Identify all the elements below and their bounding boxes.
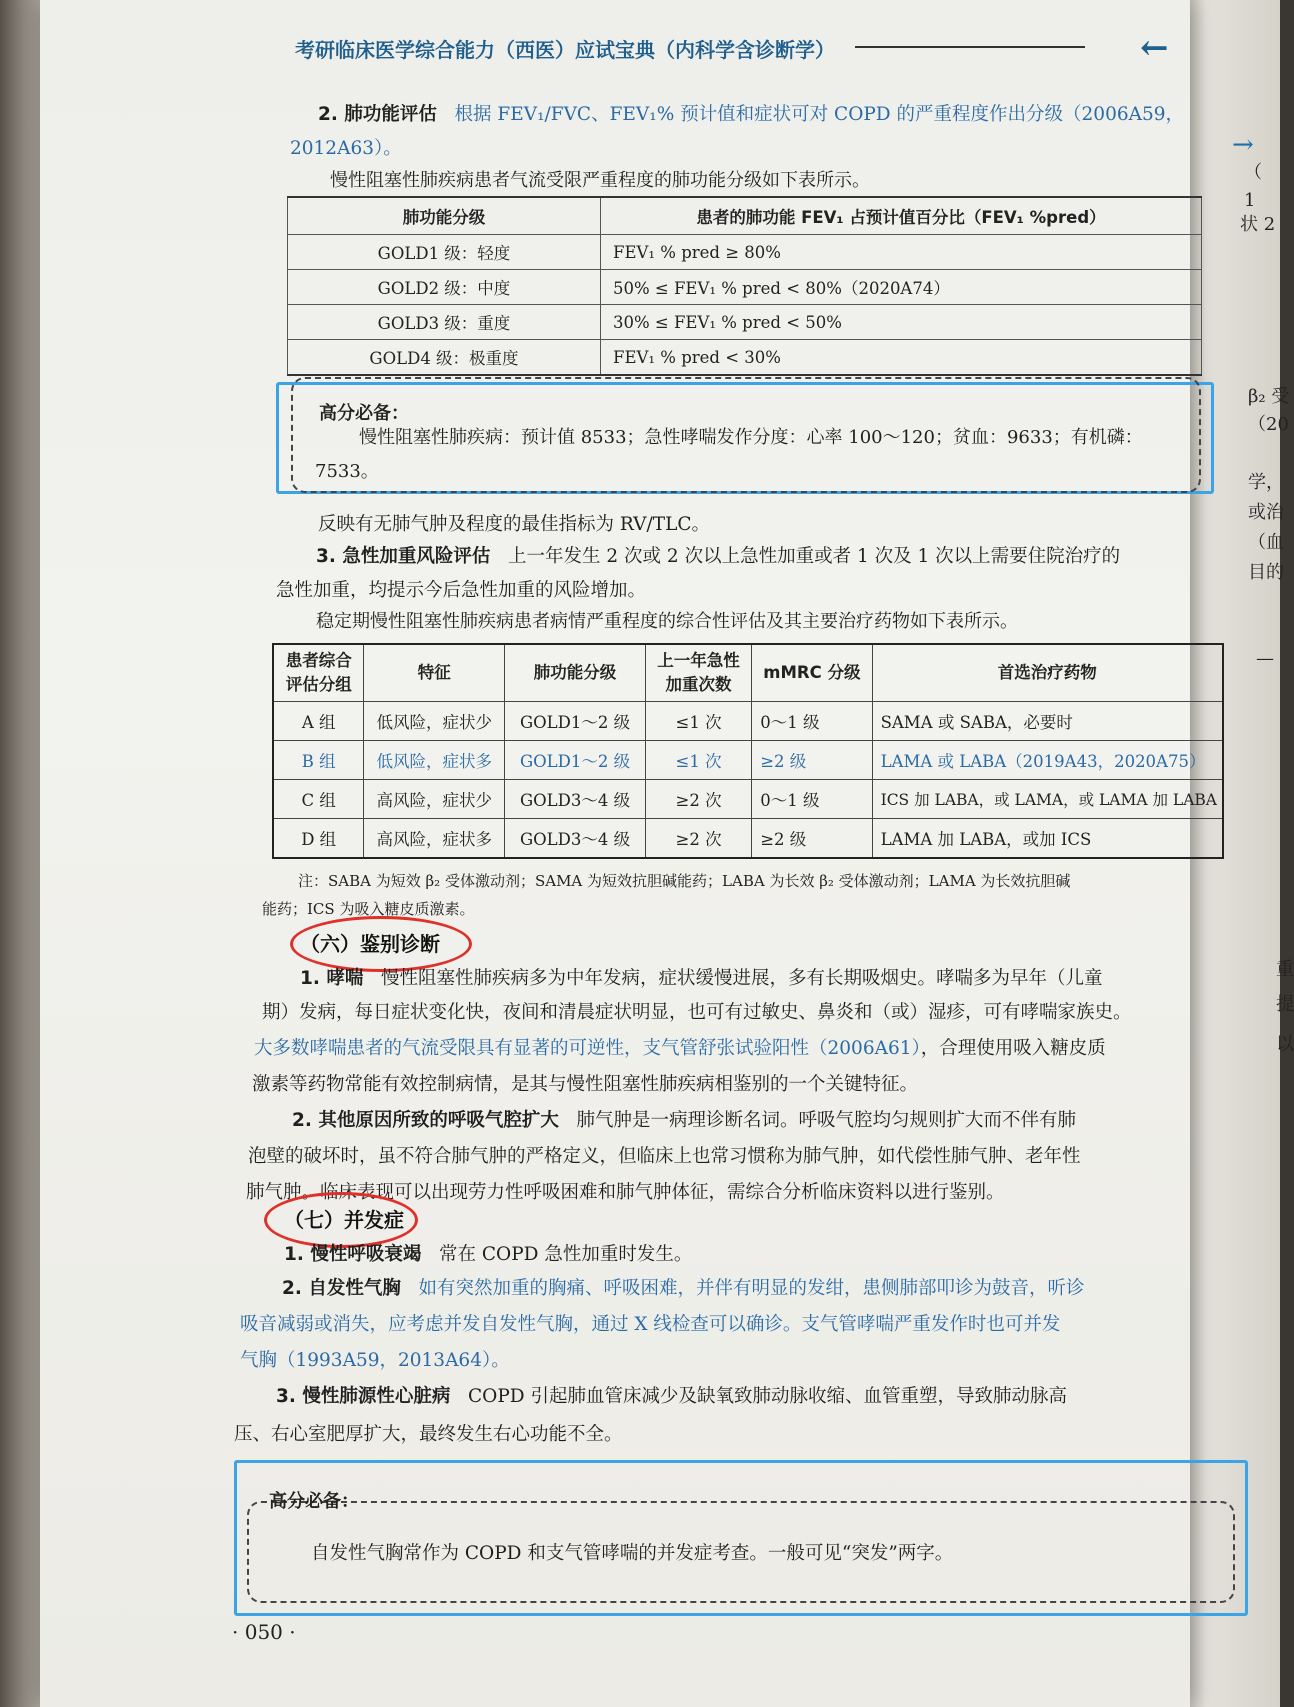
section-3-line2: 急性加重，均提示今后急性加重的风险增加。: [276, 580, 647, 601]
sec6-p2-heading: 2. 其他原因所致的呼吸气腔扩大: [292, 1110, 559, 1131]
table-header: 肺功能分级: [505, 644, 646, 702]
table-cell: FEV₁ % pred ≥ 80%: [601, 235, 1202, 270]
sec6-p1-heading: 1. 哮喘: [300, 968, 364, 989]
table-header: 首选治疗药物: [872, 644, 1223, 702]
key-point-text: 自发性气胸常作为 COPD 和支气管哮喘的并发症考查。一般可见“突发”两字。: [311, 1543, 954, 1564]
sec7-p2-line2: 吸音减弱或消失，应考虑并发自发性气胸，通过 X 线检查可以确诊。支气管哮喘严重发作时也可并发: [240, 1314, 1061, 1335]
table-note-line2: 能药；ICS 为吸入糖皮质激素。: [262, 900, 475, 918]
page-number: · 050 ·: [232, 1620, 296, 1644]
section-3-text: 上一年发生 2 次或 2 次以上急性加重或者 1 次及 1 次以上需要住院治疗的: [508, 546, 1121, 567]
table-cell: 0～1 级: [752, 780, 872, 819]
table-row: [273, 780, 1223, 819]
edge-text: 提: [1276, 994, 1294, 1015]
edge-text: （20: [1248, 414, 1289, 435]
sec6-p2-line2: 泡壁的破坏时，虽不符合肺气肿的严格定义，但临床上也常习惯称为肺气肿，如代偿性肺气肿、老年性: [248, 1146, 1081, 1167]
table-cell: 50% ≤ FEV₁ % pred < 80%（2020A74）: [601, 270, 1202, 305]
assess-table-caption: 稳定期慢性阻塞性肺疾病患者病情严重程度的综合性评估及其主要治疗药物如下表所示。: [316, 611, 1018, 632]
table-header: mMRC 分级: [752, 644, 872, 702]
edge-text: 重: [1276, 959, 1294, 980]
sec7-p2-heading: 2. 自发性气胸: [282, 1278, 401, 1299]
table-cell: GOLD3～4 级: [505, 780, 646, 819]
key-point-text-2: 7533。: [315, 461, 379, 482]
sec7-p1-heading: 1. 慢性呼吸衰竭: [284, 1244, 422, 1265]
table-cell: GOLD1～2 级: [505, 702, 646, 741]
sec6-p2-text: 肺气肿是一病理诊断名词。呼吸气腔均匀规则扩大而不伴有肺: [576, 1110, 1077, 1131]
gold-table-caption: 慢性阻塞性肺疾病患者气流受限严重程度的肺功能分级如下表所示。: [330, 170, 870, 191]
sec7-p3-text: COPD 引起肺血管床减少及缺氧致肺动脉收缩、血管重塑，导致肺动脉高: [468, 1386, 1067, 1407]
table-cell: GOLD3～4 级: [505, 819, 646, 859]
section-2-text: 根据 FEV₁/FVC、FEV₁% 预计值和症状可对 COPD 的严重程度作出分级（2006A59，: [454, 104, 1185, 125]
gold-table: [287, 196, 1202, 376]
table-cell: 高风险，症状多: [364, 819, 505, 859]
next-page-edge: [1200, 20, 1294, 1707]
table-cell: ≤1 次: [645, 741, 751, 780]
table-row: [273, 819, 1223, 859]
back-arrow-icon: ←: [1140, 28, 1169, 68]
sec7-p3-heading: 3. 慢性肺源性心脏病: [276, 1386, 451, 1407]
table-cell: GOLD3 级：重度: [288, 305, 601, 340]
key-point-text-1: 慢性阻塞性肺疾病：预计值 8533；急性哮喘发作分度：心率 100～120；贫血：9633；有机磷：: [359, 427, 1143, 448]
key-point-box-1: [276, 382, 1214, 494]
table-cell: FEV₁ % pred < 30%: [601, 340, 1202, 376]
table-cell: 0～1 级: [752, 702, 872, 741]
table-cell: 30% ≤ FEV₁ % pred < 50%: [601, 305, 1202, 340]
table-cell: ICS 加 LABA，或 LAMA，或 LAMA 加 LABA: [872, 780, 1223, 819]
edge-text: 以: [1276, 1034, 1294, 1055]
table-note-line1: 注：SABA 为短效 β₂ 受体激动剂；SAMA 为短效抗胆碱能药；LABA 为长效 β₂ 受体激动剂；LAMA 为长效抗胆碱: [298, 872, 1071, 890]
rvtlc-paragraph: 反映有无肺气肿及程度的最佳指标为 RV/TLC。: [318, 514, 711, 535]
sec7-p2-line1: [282, 1272, 1085, 1306]
table-cell: ≤1 次: [645, 702, 751, 741]
table-cell: 低风险，症状少: [364, 702, 505, 741]
table-cell: D 组: [273, 819, 364, 859]
section-2-heading: 2. 肺功能评估: [318, 104, 437, 125]
table-cell: ≥2 次: [645, 819, 751, 859]
table-cell: GOLD4 级：极重度: [288, 340, 601, 376]
sec7-p1: [284, 1238, 692, 1272]
right-arrow-icon: →: [1232, 130, 1254, 160]
table-cell: ≥2 次: [645, 780, 751, 819]
sec7-p1-text: 常在 COPD 急性加重时发生。: [439, 1244, 693, 1265]
edge-text: 或治: [1248, 502, 1284, 523]
table-row: [288, 270, 1202, 305]
table-row: [288, 305, 1202, 340]
edge-text: 学，: [1248, 472, 1284, 493]
table-cell: GOLD1 级：轻度: [288, 235, 601, 270]
table-row: [288, 235, 1202, 270]
running-header-title: 考研临床医学综合能力（西医）应试宝典（内科学含诊断学）: [295, 38, 835, 62]
key-point-box-2: [234, 1460, 1248, 1616]
table-header: 患者综合评估分组: [273, 644, 364, 702]
sec6-p1-line1: [300, 962, 1103, 996]
edge-text: —: [1256, 648, 1274, 669]
table-cell: LAMA 或 LABA（2019A43，2020A75）: [872, 741, 1223, 780]
edge-text: （: [1244, 162, 1262, 183]
running-header: [295, 28, 1155, 68]
header-rule: [855, 46, 1085, 48]
edge-text: β₂ 受: [1248, 386, 1290, 407]
sec6-p2-line1: [292, 1104, 1076, 1138]
table-cell: 高风险，症状少: [364, 780, 505, 819]
table-header-row: [288, 197, 1202, 235]
key-point-title: 高分必备：: [319, 403, 409, 424]
section-3-heading: 3. 急性加重风险评估: [316, 546, 491, 567]
sec6-p1-rest: ，合理使用吸入糖皮质: [920, 1038, 1106, 1059]
table-cell: GOLD1～2 级: [505, 741, 646, 780]
edge-text: 1: [1244, 190, 1256, 211]
sec7-p3-line2: 压、右心室肥厚扩大，最终发生右心功能不全。: [234, 1424, 623, 1445]
sec6-p1-line3: [254, 1032, 1106, 1066]
edge-text: 目的: [1248, 562, 1284, 583]
sec6-p1-line4: 激素等药物常能有效控制病情，是其与慢性阻塞性肺疾病相鉴别的一个关键特征。: [252, 1074, 919, 1095]
section-2-line1: [318, 98, 1184, 132]
table-cell: B 组: [273, 741, 364, 780]
sec6-p1-blue-text: 大多数哮喘患者的气流受限具有显著的可逆性，支气管舒张试验阳性（2006A61）: [254, 1038, 921, 1059]
sec7-p2-line3: 气胸（1993A59，2013A64）。: [240, 1350, 510, 1371]
table-cell: 低风险，症状多: [364, 741, 505, 780]
table-cell: ≥2 级: [752, 819, 872, 859]
edge-text: （血: [1248, 532, 1284, 553]
table-header-row: [273, 644, 1223, 702]
table-row: [273, 702, 1223, 741]
table-header: 患者的肺功能 FEV₁ 占预计值百分比（FEV₁ %pred）: [601, 197, 1202, 235]
section-7-title: （七）并发症: [284, 1208, 404, 1232]
table-cell: ≥2 级: [752, 741, 872, 780]
section-3-line1: [316, 540, 1120, 574]
assessment-table: [272, 643, 1224, 859]
table-cell: A 组: [273, 702, 364, 741]
edge-text: 状 2: [1240, 214, 1276, 235]
sec6-p1-text: 慢性阻塞性肺疾病多为中年发病，症状缓慢进展，多有长期吸烟史。哮喘多为早年（儿童: [381, 968, 1103, 989]
table-row: [288, 340, 1202, 376]
table-cell: LAMA 加 LABA，或加 ICS: [872, 819, 1223, 859]
table-header: 特征: [364, 644, 505, 702]
section-6-title: （六）鉴别诊断: [300, 932, 440, 956]
section-2-line2: 2012A63）。: [290, 138, 402, 159]
sec6-p2-line3: 肺气肿。临床表现可以出现劳力性呼吸困难和肺气肿体征，需综合分析临床资料以进行鉴别。: [246, 1182, 1005, 1203]
sec7-p2-text: 如有突然加重的胸痛、呼吸困难，并伴有明显的发绀，患侧肺部叩诊为鼓音，听诊: [418, 1278, 1085, 1299]
sec6-p1-line2: 期）发病，每日症状变化快，夜间和清晨症状明显，也可有过敏史、鼻炎和（或）湿疹，可有哮喘家族史。: [262, 1002, 1132, 1023]
table-cell: C 组: [273, 780, 364, 819]
table-cell: GOLD2 级：中度: [288, 270, 601, 305]
table-header: 上一年急性加重次数: [645, 644, 751, 702]
sec7-p3-line1: [276, 1380, 1067, 1414]
table-header: 肺功能分级: [288, 197, 601, 235]
table-row: [273, 741, 1223, 780]
table-cell: SAMA 或 SABA，必要时: [872, 702, 1223, 741]
key-point-title: 高分必备：: [269, 1491, 359, 1512]
